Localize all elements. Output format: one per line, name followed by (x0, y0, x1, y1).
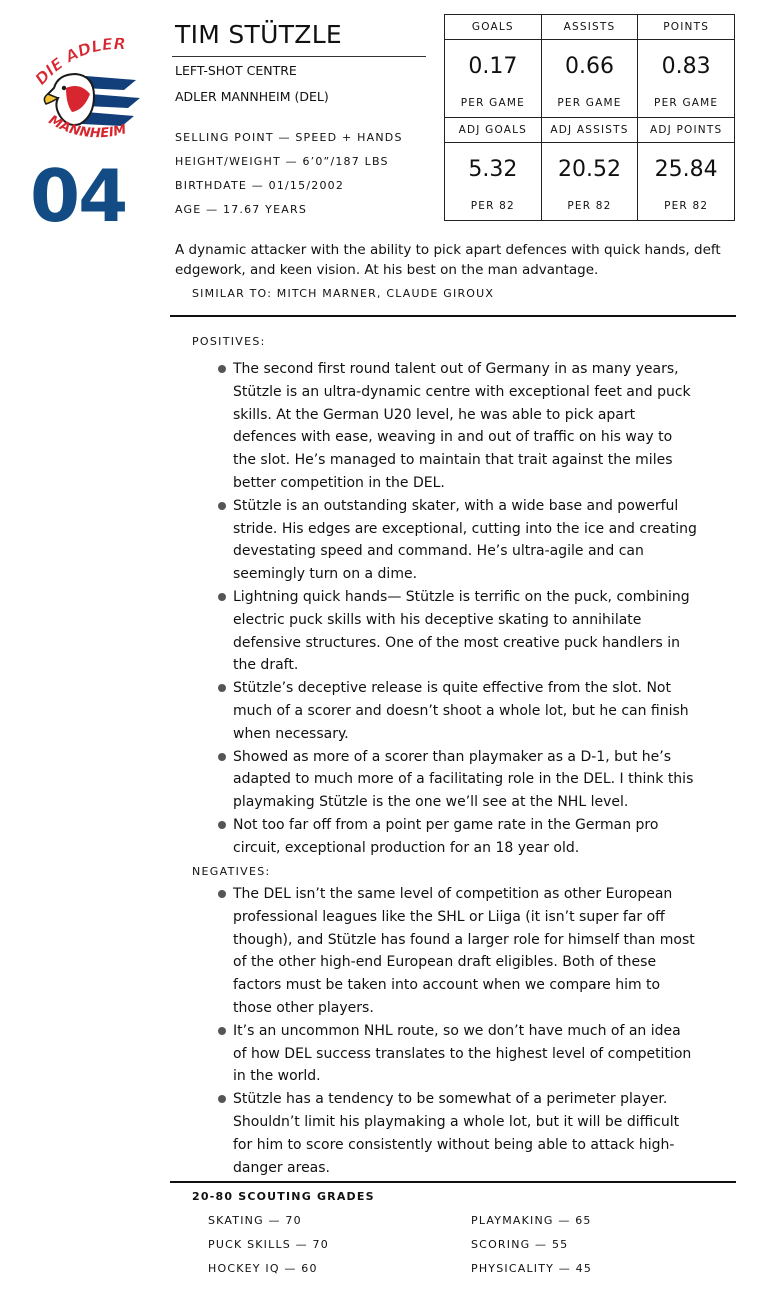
eagle-logo-icon (24, 36, 142, 148)
grade-puck-skills: PUCK SKILLS — 70 (208, 1238, 329, 1251)
positives-list (218, 358, 698, 860)
stat-header-goals: GOALS (445, 15, 542, 40)
stat-adj-assists: 20.52 PER 82 (541, 143, 638, 221)
stat-points-per-game: 0.83 PER GAME (638, 40, 735, 118)
similar-to: SIMILAR TO: MITCH MARNER, CLAUDE GIROUX (192, 287, 495, 300)
list-item: Lightning quick hands— Stützle is terrific on the puck, combining electric puck skills with his deceptive skating to annihilate defensive structures. One of the most creative puck handlers in the draft. (218, 586, 698, 677)
list-item: Stützle is an outstanding skater, with a wide base and powerful stride. His edges are exceptional, cutting into the ice and creating devestating speed and command. He’s ultra-agile and can seemingly turn on a dime. (218, 495, 698, 586)
stat-adj-points: 25.84 PER 82 (638, 143, 735, 221)
team-logo (24, 36, 142, 148)
grade-skating: SKATING — 70 (208, 1214, 302, 1227)
stat-header-adj-assists: ADJ ASSISTS (541, 118, 638, 143)
player-name: TIM STÜTZLE (175, 20, 343, 49)
grades-divider (170, 1181, 736, 1183)
stat-assists-per-game: 0.66 PER GAME (541, 40, 638, 118)
svg-text:MANNHEIM: MANNHEIM (45, 112, 128, 142)
stat-header-assists: ASSISTS (541, 15, 638, 40)
positives-label: POSITIVES: (192, 335, 266, 348)
height-weight: HEIGHT/WEIGHT — 6’0”/187 LBS (175, 155, 389, 168)
stats-table (444, 14, 735, 221)
list-item: Stützle’s deceptive release is quite effective from the slot. Not much of a scorer and doesn’t shoot a whole lot, but he can finish when necessary. (218, 677, 698, 745)
negatives-label: NEGATIVES: (192, 865, 271, 878)
stat-adj-goals: 5.32 PER 82 (445, 143, 542, 221)
stat-header-points: POINTS (638, 15, 735, 40)
age: AGE — 17.67 YEARS (175, 203, 308, 216)
selling-point: SELLING POINT — SPEED + HANDS (175, 131, 403, 144)
draft-rank: 04 (30, 154, 127, 238)
negatives-list (218, 883, 698, 1179)
grade-physicality: PHYSICALITY — 45 (471, 1262, 593, 1275)
stat-goals-per-game: 0.17 PER GAME (445, 40, 542, 118)
list-item: Stützle has a tendency to be somewhat of a perimeter player. Shouldn’t limit his playmaking a whole lot, but it will be difficult for him to score consistently without being able to attack high-danger areas. (218, 1088, 698, 1179)
shot-position: LEFT-SHOT CENTRE (175, 63, 297, 78)
stat-header-adj-goals: ADJ GOALS (445, 118, 542, 143)
list-item: The DEL isn’t the same level of competition as other European professional leagues like the SHL or Liiga (it isn’t super far off though), and Stützle has found a larger role for himself than most of the other high-end European draft eligibles. Both of these factors must be taken into account when we compare him to those other players. (218, 883, 698, 1020)
player-summary: A dynamic attacker with the ability to pick apart defences with quick hands, deft edgework, and keen vision. At his best on the man advantage. (175, 242, 721, 278)
list-item: Showed as more of a scorer than playmaker as a D-1, but he’s adapted to much more of a facilitating role in the DEL. I think this playmaking Stützle is the one we’ll see at the NHL level. (218, 746, 698, 814)
grade-hockey-iq: HOCKEY IQ — 60 (208, 1262, 318, 1275)
svg-text:DIE ADLER: DIE ADLER (31, 36, 126, 89)
section-divider (170, 315, 736, 317)
scouting-grades-label: 20-80 SCOUTING GRADES (192, 1190, 375, 1203)
list-item: It’s an uncommon NHL route, so we don’t have much of an idea of how DEL success translates to the highest level of competition in the world. (218, 1020, 698, 1088)
grade-playmaking: PLAYMAKING — 65 (471, 1214, 592, 1227)
team-league: ADLER MANNHEIM (DEL) (175, 89, 329, 104)
list-item: The second first round talent out of Germany in as many years, Stützle is an ultra-dynamic centre with exceptional feet and puck skills. At the German U20 level, he was able to pick apart defences with ease, weaving in and out of traffic on his way to the slot. He’s managed to maintain that trait against the miles better competition in the DEL. (218, 358, 698, 495)
grade-scoring: SCORING — 55 (471, 1238, 569, 1251)
birthdate: BIRTHDATE — 01/15/2002 (175, 179, 345, 192)
stat-header-adj-points: ADJ POINTS (638, 118, 735, 143)
name-divider (172, 56, 426, 57)
list-item: Not too far off from a point per game rate in the German pro circuit, exceptional production for an 18 year old. (218, 814, 698, 860)
